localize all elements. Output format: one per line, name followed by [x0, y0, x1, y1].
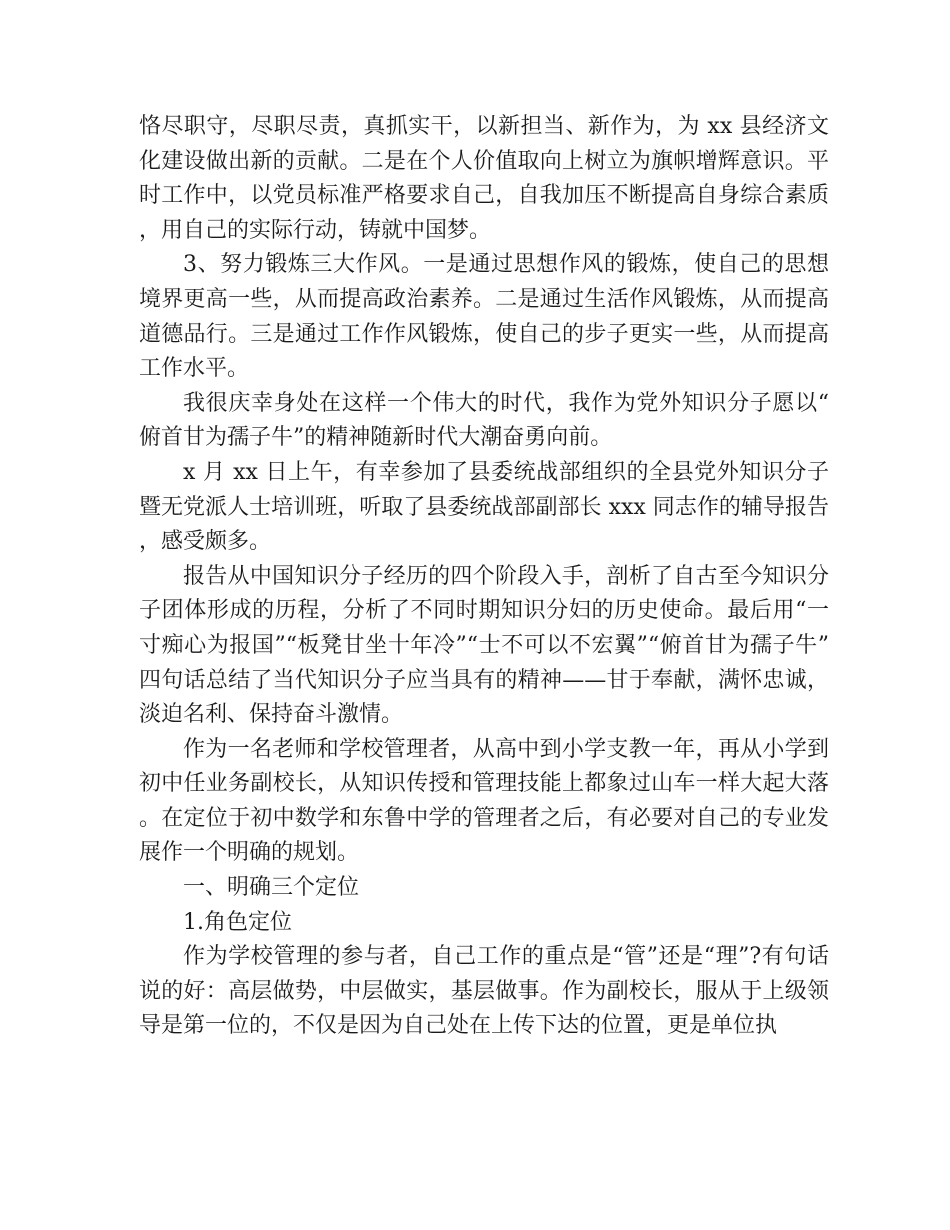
section-heading: 一、明确三个定位: [183, 875, 360, 901]
paragraph: 报告从中国知识分子经历的四个阶段入手，剖析了自古至今知识分子团体形成的历程，分析了不同时期知识分妇的历史使命。最后用“一寸痴心为报国”“板凳甘坐十年冷”“士不可以不宏翼”“俯首甘为孺子牛”四句话总结了当代知识分子应当具有的精神——甘于奉献，满怀忠诚，淡迫名利、保持奋斗激情。: [139, 563, 829, 728]
paragraph: 恪尽职守，尽职尽责，真抓实干，以新担当、新作为，为 xx 县经济文化建设做出新的贡献。二是在个人价值取向上树立为旗帜增辉意识。平时工作中，以党员标准严格要求自己，自我加压不断提高自身综合素质，用自己的实际行动，铸就中国梦。: [139, 114, 829, 243]
subsection-heading: 1.角色定位: [183, 909, 292, 935]
document-body: [139, 110, 829, 1044]
paragraph: 作为一名老师和学校管理者，从高中到小学支教一年，再从小学到初中任业务副校长，从知识传授和管理技能上都象过山车一样大起大落。在定位于初中数学和东鲁中学的管理者之后，有必要对自己的专业发展作一个明确的规划。: [139, 736, 829, 866]
paragraph: 作为学校管理的参与者，自己工作的重点是“管”还是“理”?有句话说的好：高层做势，中层做实，基层做事。作为副校长，服从于上级领导是第一位的，不仅是因为自己处在上传下达的位置，更是单位执: [139, 944, 829, 1039]
paragraph: 3、努力锻炼三大作风。一是通过思想作风的锻炼，使自己的思想境界更高一些，从而提高政治素养。二是通过生活作风锻炼，从而提高道德品行。三是通过工作作风锻炼，使自己的步子更实一些，从而提高工作水平。: [139, 252, 829, 382]
paragraph: x 月 xx 日上午，有幸参加了县委统战部组织的全县党外知识分子暨无党派人士培训班，听取了县委统战部副部长 xxx 同志作的辅导报告，感受颇多。: [139, 459, 829, 555]
paragraph: 我很庆幸身处在这样一个伟大的时代，我作为党外知识分子愿以“俯首甘为孺子牛”的精神随新时代大潮奋勇向前。: [139, 390, 829, 451]
